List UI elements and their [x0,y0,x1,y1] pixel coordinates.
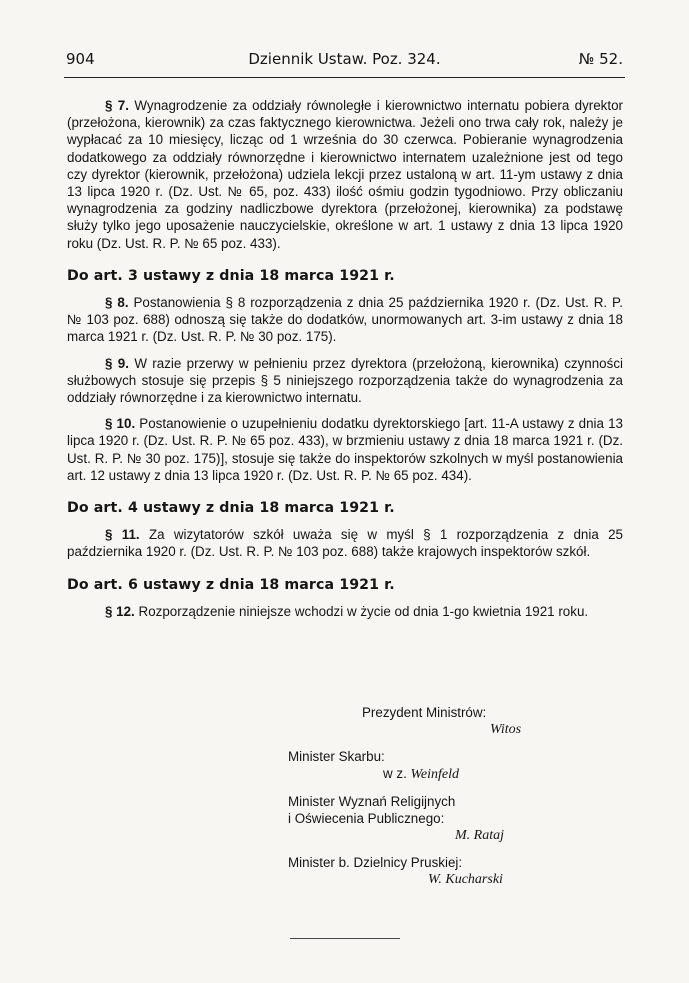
section-mark: § 8. [105,295,129,311]
paragraph-8 [67,294,623,346]
paragraph-7 [67,97,623,252]
pm-title: Prezydent Ministrów: [362,705,487,720]
paragraph-text: Za wizytatorów szkół uważa się w myśl § 1 rozporządzenia z dnia 25 października 1920 r. (Dz. Ust. R. P. № 103 poz. 688) także krajowych inspektorów szkół. [67,527,623,560]
paragraph-text: Postanowienie o uzupełnieniu dodatku dyrektorskiego [art. 11-A ustawy z dnia 13 lipca 1920 r. (Dz. Ust. R. P. № 65 poz. 433), w brzmieniu ustawy z dnia 18 marca 1921 r. (Dz. Ust. R. P. № 30 poz. 175)], stosuje się także do inspektorów szkolnych w myśl postanowienia art. 12 ustawy z dnia 13 lipca 1920 r. (Dz. Ust. R. P. № 65 poz. 434). [67,416,623,483]
section-mark: § 9. [105,355,129,371]
religion-title-line-1: Minister Wyznań Religijnych [288,794,456,809]
page-header [66,50,623,72]
section-mark: § 7. [105,98,129,113]
paragraph-text: Wynagrodzenie za oddziały równoległe i kierownictwo internatu pobiera dyrektor (przełożona, kierownik) za czas faktycznego kierownictwa. Jeżeli ono trwa cały rok, należy je wypłacać za 10 miesięcy, licząc od 1 września do 30 czerwca. Pobieranie wynagrodzenia dodatkowego za oddziały równorzędne i kierownictwo internatem uzależnione jest od tego czy dyrektor (kierownik, przełożona) udziela lekcji przez ustaloną w art. 11-ym ustawy z dnia 13 lipca 1920 r. (Dz. Ust. № 65, poz. 433) ilość ośmiu godzin tygodniowo. Przy obliczaniu wynagrodzenia za godziny nadliczbowe dyrektora (przełożonej, kierownika) za podstawę służy tylko jego uposażenie nauczycielskie, określone w art. 1 ustawy z dnia 13 lipca 1920 roku (Dz. Ust. R. P. № 65 poz. 433). [67,98,623,251]
article-heading: Do art. 4 ustawy z dnia 18 marca 1921 r. [67,500,395,517]
religion-name: M. Rataj [455,828,504,843]
paragraph-11 [67,526,623,560]
section-mark: § 10. [105,416,136,432]
paragraph-10 [67,415,623,484]
paragraph-12 [67,603,623,620]
journal-title: Dziennik Ustaw. Poz. 324. [248,50,441,68]
footer-rule [290,938,400,939]
prussia-title: Minister b. Dzielnicy Pruskiej: [288,855,463,870]
issue-number: № 52. [578,50,623,68]
article-heading: Do art. 3 ustawy z dnia 18 marca 1921 r. [67,267,395,284]
paragraph-text: Postanowienia § 8 rozporządzenia z dnia 25 października 1920 r. (Dz. Ust. R. P. № 103 poz. 688) odnoszą się także do dodatków, unormowanych art. 3-im ustawy z dnia 18 marca 1921 r. (Dz. Ust. R. P. № 30 poz. 175). [67,295,623,345]
paragraph-text: Rozporządzenie niniejsze wchodzi w życie od dnia 1-go kwietnia 1921 roku. [138,603,589,619]
treasury-title: Minister Skarbu: [288,749,385,764]
pm-name: Witos [490,722,522,737]
document-body [67,97,623,629]
header-rule [64,77,625,78]
section-mark: § 11. [105,527,140,543]
article-heading: Do art. 6 ustawy z dnia 18 marca 1921 r. [67,576,395,593]
section-mark: § 12. [105,603,135,619]
treasury-signature [383,765,459,783]
prussia-name: W. Kucharski [428,872,503,887]
paragraph-text: W razie przerwy w pełnieniu przez dyrektora (przełożoną, kierownika) czynności służbowych stosuje się przepis § 5 niniejszego rozporządzenia także do wynagrodzenia za oddziały równorzędne i za kierownictwo internatu. [67,355,624,406]
treasury-name: Weinfeld [410,767,460,782]
religion-title-line-2: i Oświecenia Publicznego: [288,811,445,826]
paragraph-9 [67,355,623,407]
page-number: 904 [66,50,95,68]
treasury-prefix: w z. [383,766,407,781]
